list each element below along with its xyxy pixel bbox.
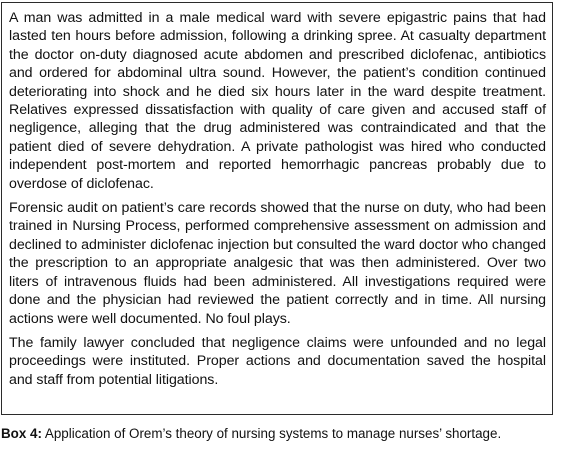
box-caption [1,425,561,443]
text-box [1,2,553,415]
caption-text: Application of Orem’s theory of nursing systems to manage nurses’ shortage. [41,426,502,441]
case-paragraph-1: A man was admitted in a male medical ward with severe epigastric pains that had lasted ten hours before admission, following a drinking spree. At casualty department the doctor on-duty diagnosed acute abdomen and prescribed diclofenac, antibiotics and ordered for abdominal ultra sound. However, the patient’s condition continued deteriorating into shock and he died six hours later in the ward despite treatment. Relatives expressed dissatisfaction with quality of care given and accused staff of negligence, alleging that the drug administered was contraindicated and that the patient died of severe dehydration. A private pathologist was hired who conducted independent post-mortem and reported hemorrhagic pancreas probably due to overdose of diclofenac. [9,10,546,192]
caption-label: Box 4: [1,426,42,441]
case-paragraph-3: The family lawyer concluded that negligence claims were unfounded and no legal proceedings were instituted. Proper actions and documentation saved the hospital and staff from potential litigations. [9,334,546,388]
case-paragraph-2: Forensic audit on patient’s care records showed that the nurse on duty, who had been trained in Nursing Process, performed comprehensive assessment on admission and declined to administer diclofenac injection but consulted the ward doctor who changed the prescription to an appropriate analgesic that was then administered. Over two liters of intravenous fluids had been administered. All investigations required were done and the physician had reviewed the patient correctly and in time. All nursing actions were well documented. No foul plays. [9,200,546,327]
